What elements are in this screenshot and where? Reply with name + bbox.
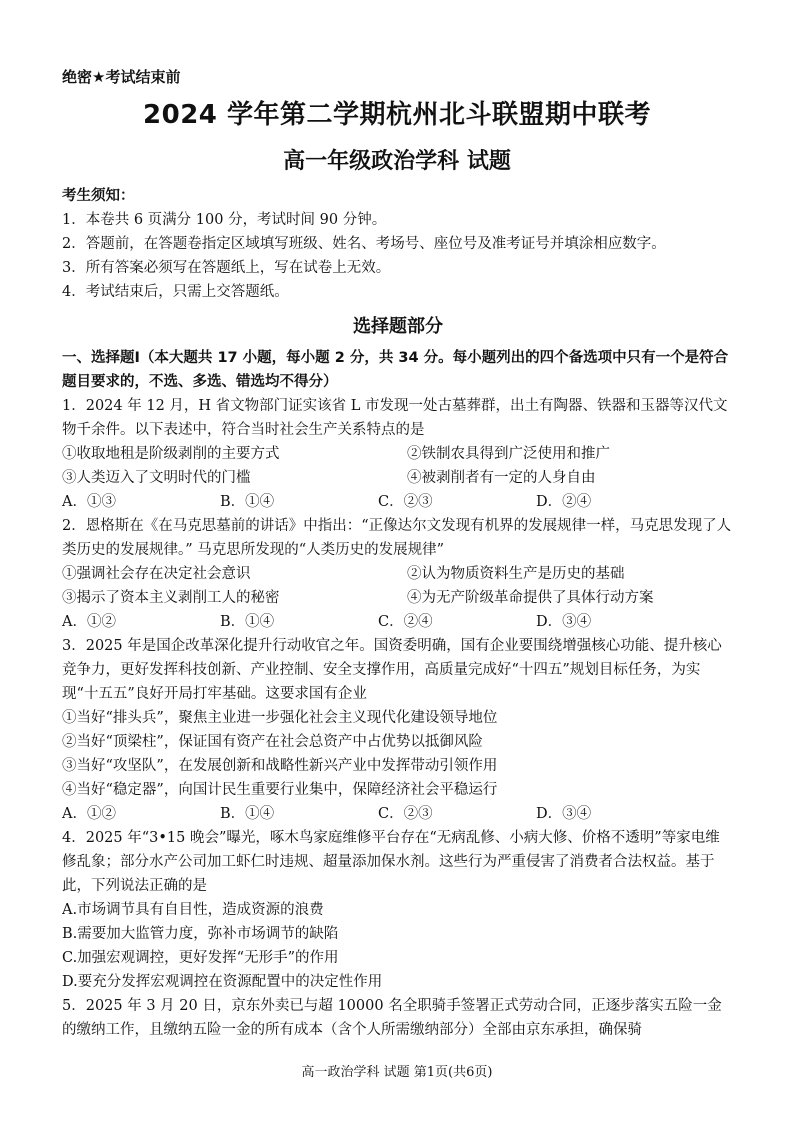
notice-item: 2．答题前，在答题卷指定区域填写班级、姓名、考场号、座位号及准考证号并填涂相应数字。: [62, 236, 666, 252]
section-title: 选择题部分: [353, 316, 443, 337]
exam-title: 2024 学年第二学期杭州北斗联盟期中联考: [143, 100, 651, 130]
statement: ③人类迈入了文明时代的门槛: [62, 470, 251, 486]
statement: ④为无产阶级革命提供了具体行动方案: [407, 590, 654, 606]
option-d: D．②④: [536, 494, 592, 510]
option-d: D．③④: [536, 614, 592, 630]
option-c: C．②④: [378, 614, 433, 630]
answer-options: [62, 802, 734, 826]
choice-c: C.加强宏观调控，更好发挥“无形手”的作用: [62, 950, 339, 966]
option-b: B．①④: [220, 806, 275, 822]
option-c: C．②③: [378, 494, 433, 510]
notice-item: 4．考试结束后，只需上交答题纸。: [62, 284, 289, 300]
statement-row: [62, 442, 734, 466]
choice-d: D.要充分发挥宏观调控在资源配置中的决定性作用: [62, 974, 383, 990]
answer-options: [62, 490, 734, 514]
statement: ③当好“攻坚队”，在发展创新和战略性新兴产业中发挥带动引领作用: [62, 758, 498, 774]
confidential-label: 绝密★考试结束前: [62, 68, 181, 86]
page-footer: 高一政治学科 试题 第1页(共6页): [301, 1065, 493, 1080]
statement-row: [62, 586, 734, 610]
question-stem: 2．恩格斯在《在马克思墓前的讲话》中指出：“正像达尔文发现有机界的发展规律一样，马克思发现了人类历史的发展规律。” 马克思所发现的“人类历史的发展规律”: [62, 518, 732, 558]
option-a: A．①②: [62, 806, 116, 822]
notice-heading: 考生须知：: [62, 188, 135, 204]
answer-options: [62, 610, 734, 634]
statement: ④被剥削者有一定的人身自由: [407, 470, 596, 486]
statement: ②当好“顶梁柱”，保证国有资产在社会总资产中占优势以抵御风险: [62, 734, 483, 750]
statement: ②铁制农具得到广泛使用和推广: [407, 446, 610, 462]
choice-a: A.市场调节具有自目性，造成资源的浪费: [62, 902, 324, 918]
question-stem: 4．2025 年“3•15 晚会”曝光，啄木鸟家庭维修平台存在“无病乱修、小病大修、价格不透明”等家电维修乱象；部分水产公司加工虾仁时违规、超量添加保水剂。这些行为严重侵害了消费者合法权益。基于此，下列说法正确的是: [62, 830, 720, 894]
option-c: C．②③: [378, 806, 433, 822]
exam-body: [62, 184, 734, 1042]
option-d: D．③④: [536, 806, 592, 822]
question-stem: 5．2025 年 3 月 20 日，京东外卖已与超 10000 名全职骑手签署正式劳动合同，正逐步落实五险一金的缴纳工作，且缴纳五险一金的所有成本（含个人所需缴纳部分）全部由京东承担，确保骑: [62, 998, 722, 1038]
notice-item: 1．本卷共 6 页满分 100 分，考试时间 90 分钟。: [62, 212, 387, 228]
option-a: A．①③: [62, 494, 116, 510]
statement-row: [62, 562, 734, 586]
statement: ③揭示了资本主义剥削工人的秘密: [62, 590, 280, 606]
exam-subtitle: 高一年级政治学科 试题: [283, 149, 511, 174]
statement-row: [62, 466, 734, 490]
statement: ①强调社会存在决定社会意识: [62, 566, 251, 582]
statement: ②认为物质资料生产是历史的基础: [407, 566, 625, 582]
option-b: B．①④: [220, 614, 275, 630]
question-stem: 1．2024 年 12 月，H 省文物部门证实该省 L 市发现一处古墓葬群，出土有陶器、铁器和玉器等汉代文物千余件。以下表述中，符合当时社会生产关系特点的是: [62, 398, 728, 438]
question-stem: 3．2025 年是国企改革深化提升行动收官之年。国资委明确，国有企业要围绕增强核心功能、提升核心竞争力，更好发挥科技创新、产业控制、安全支撑作用，高质量完成好“十四五”规划目标任务，为实现“十五五”良好开局打牢基础。这要求国有企业: [62, 638, 722, 702]
section-instruction: 一、选择题Ⅰ（本大题共 17 小题，每小题 2 分，共 34 分。每小题列出的四个备选项中只有一个是符合题目要求的，不选、多选、错选均不得分）: [62, 350, 729, 390]
option-a: A．①②: [62, 614, 116, 630]
choice-b: B.需要加大监管力度，弥补市场调节的缺陷: [62, 926, 339, 942]
statement: ①当好“排头兵”，聚焦主业进一步强化社会主义现代化建设领导地位: [62, 710, 498, 726]
option-b: B．①④: [220, 494, 275, 510]
statement: ④当好“稳定器”，向国计民生重要行业集中，保障经济社会平稳运行: [62, 782, 498, 798]
notice-item: 3．所有答案必须写在答题纸上，写在试卷上无效。: [62, 260, 391, 276]
statement: ①收取地租是阶级剥削的主要方式: [62, 446, 280, 462]
